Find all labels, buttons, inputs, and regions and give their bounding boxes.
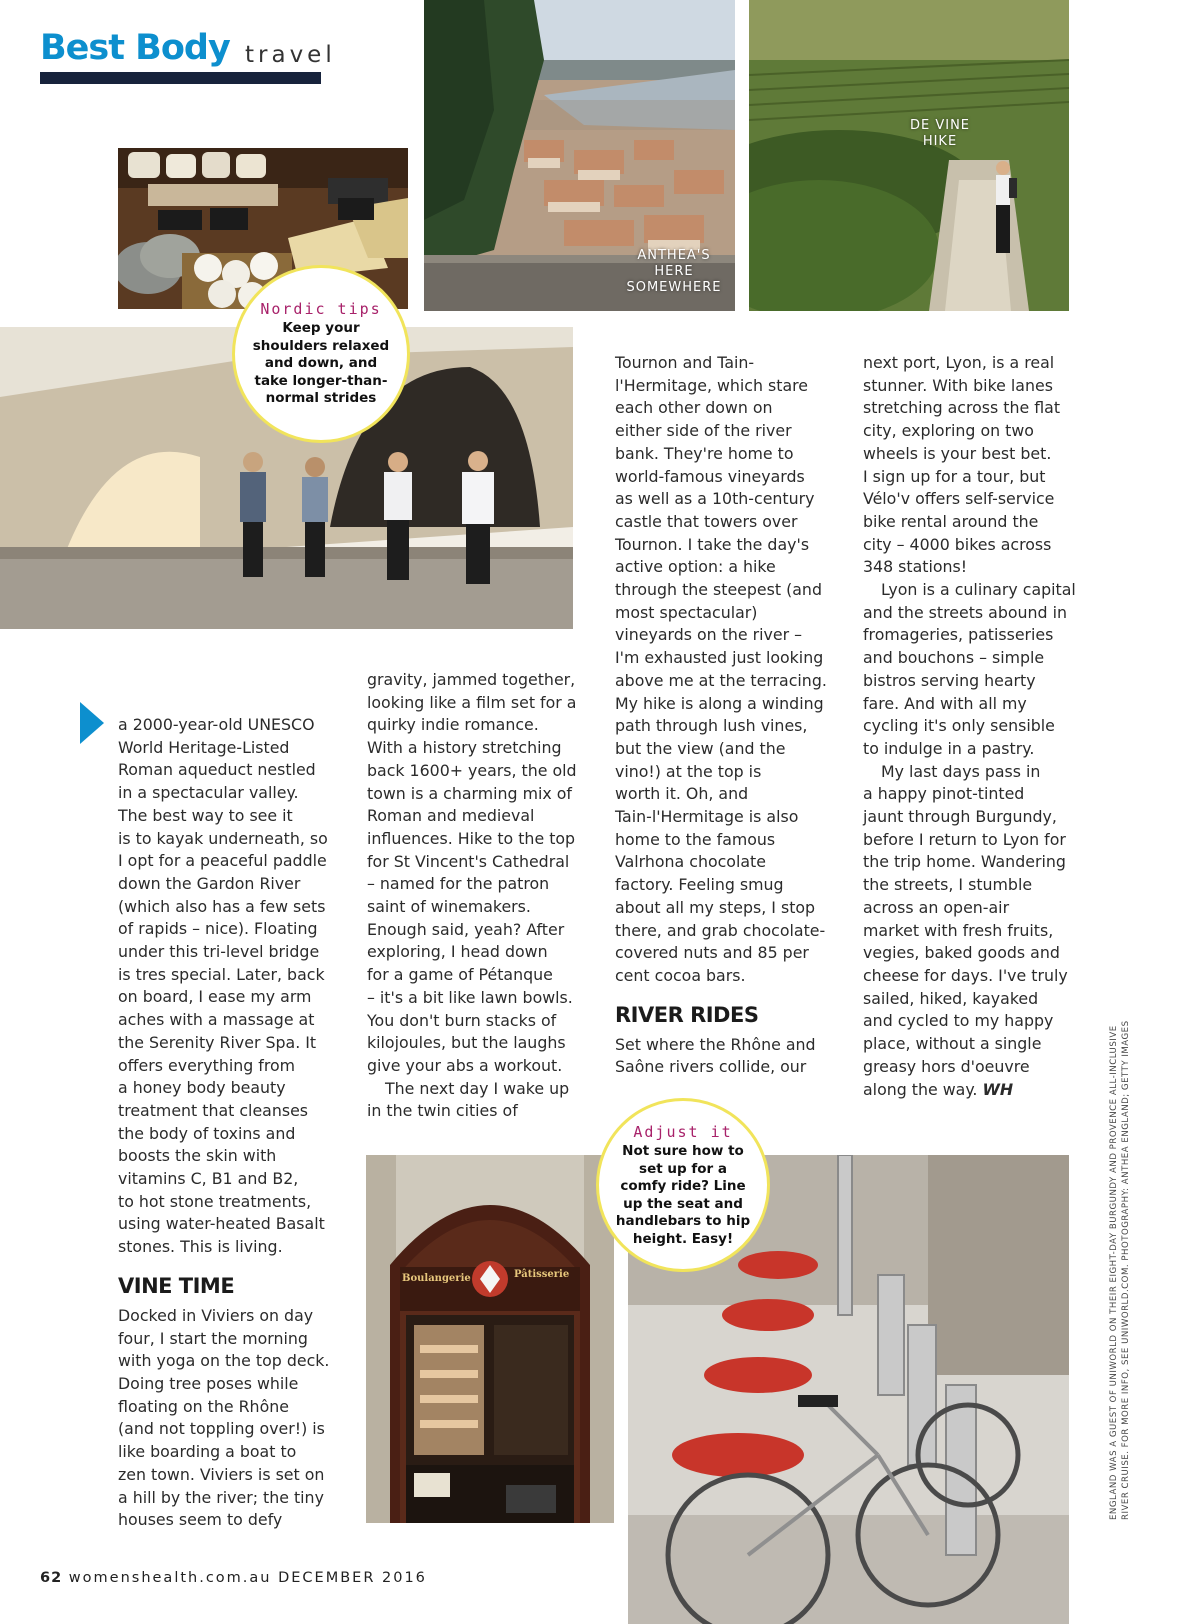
text-line: l'Hermitage, which stare [615, 375, 808, 395]
text-line: bank. They're home to [615, 443, 794, 463]
text-line: like boarding a boat to [118, 1442, 297, 1462]
adjust-it-line: Not sure how to [622, 1143, 744, 1159]
text-line: quirky indie romance. [367, 715, 539, 735]
text-line: bike rental around the [863, 511, 1039, 531]
nordic-tips-line: and down, and [264, 355, 378, 371]
adjust-it-line: comfy ride? Line [620, 1178, 746, 1194]
text-line: next port, Lyon, is a real [863, 353, 1055, 372]
text-line: but the view (and the [615, 738, 786, 758]
text-line: through the steepest (and [615, 580, 822, 600]
text-line: as well as a 10th-century [615, 489, 815, 509]
text-line: vino!) at the top is [615, 761, 762, 781]
text-line: influences. Hike to the top [367, 828, 576, 848]
text-line: exploring, I head down [367, 942, 548, 962]
footer-issue: DECEMBER 2016 [278, 1570, 427, 1586]
text-line: stunner. With bike lanes [863, 375, 1053, 395]
text-line: – named for the patron [367, 874, 550, 894]
text-line: for a game of Pétanque [367, 965, 553, 985]
text-line: covered nuts and 85 per [615, 943, 809, 963]
text-line: (and not toppling over!) is [118, 1419, 325, 1439]
text-line: greasy hors d'oeuvre [863, 1056, 1030, 1076]
text-line: cycling it's only sensible [863, 716, 1055, 736]
adjust-it-line: handlebars to hip [615, 1213, 751, 1229]
nordic-tips-body [235, 320, 407, 408]
text-line: cheese for days. I've truly [863, 965, 1068, 985]
town-caption-line-2: HERE [654, 264, 694, 279]
column-2-paragraph-2 [367, 1078, 599, 1123]
text-line: path through lush vines, [615, 716, 808, 736]
text-line: I opt for a peaceful paddle [118, 851, 327, 871]
text-line: with yoga on the top deck. [118, 1351, 330, 1371]
boulangerie-photo [366, 1155, 614, 1523]
text-line: in the twin cities of [367, 1101, 518, 1121]
text-line: looking like a film set for a [367, 692, 577, 712]
text-line: there, and grab chocolate- [615, 920, 826, 940]
text-line: along the way. [863, 1079, 978, 1099]
text-line: floating on the Rhône [118, 1396, 289, 1416]
text-line: and bouchons – simple [863, 648, 1045, 668]
text-line: My last days pass in [881, 761, 1041, 781]
text-line: above me at the terracing. [615, 670, 827, 690]
text-line: home to the famous [615, 829, 776, 849]
text-line: castle that towers over [615, 511, 798, 531]
article-column-1 [118, 714, 346, 1532]
text-line: – it's a bit like lawn bowls. [367, 987, 573, 1007]
patisserie-sign: Pâtisserie [514, 1269, 570, 1280]
text-line: on board, I ease my arm [118, 987, 312, 1007]
text-line: Valrhona chocolate [615, 852, 766, 872]
credit-line-2: RIVER CRUISE. FOR MORE INFO, SEE UNIWORLD.COM. PHOTOGRAPHY: ANTHEA ENGLAND; GETTY IMAGES [1121, 1020, 1131, 1520]
text-line: back 1600+ years, the old [367, 760, 577, 780]
text-line: worth it. Oh, and [615, 784, 749, 804]
town-caption-line-3: SOMEWHERE [626, 280, 722, 295]
text-line: fromageries, patisseries [863, 625, 1054, 645]
text-line: a 2000-year-old UNESCO [118, 715, 315, 734]
text-line: vineyards on the river – [615, 625, 803, 645]
column-3-paragraph-2 [615, 1034, 847, 1079]
text-line: bistros serving hearty [863, 670, 1036, 690]
signoff: WH [982, 1079, 1014, 1099]
text-line: active option: a hike [615, 557, 776, 577]
article-column-4 [863, 352, 1098, 1101]
text-line: Enough said, yeah? After [367, 919, 565, 939]
vineyard-hike-photo [749, 0, 1069, 311]
text-line: about all my steps, I stop [615, 897, 816, 917]
town-caption [612, 248, 736, 296]
text-line: Set where the Rhône and [615, 1034, 816, 1054]
nordic-tips-line: take longer-than- [254, 372, 388, 389]
text-line: boosts the skin with [118, 1146, 277, 1166]
text-line: kilojoules, but the laughs [367, 1033, 566, 1053]
adjust-it-line: height. Easy! [632, 1230, 734, 1247]
text-line: of rapids – nice). Floating [118, 919, 318, 939]
text-line: wheels is your best bet. [863, 443, 1052, 463]
adjust-it-line: set up for a [639, 1160, 727, 1177]
text-line: vegies, baked goods and [863, 943, 1060, 963]
text-line: sailed, hiked, kayaked [863, 988, 1039, 1008]
article-column-2 [367, 669, 599, 1123]
text-line: 348 stations! [863, 557, 968, 577]
text-line: jaunt through Burgundy, [863, 807, 1057, 827]
text-line: Docked in Viviers on day [118, 1305, 314, 1325]
page-footer [40, 1570, 427, 1586]
section-label: travel [245, 42, 336, 68]
vine-caption-line-1: DE VINE [909, 118, 971, 133]
text-line: offers everything from [118, 1055, 296, 1075]
text-line: the body of toxins and [118, 1123, 296, 1143]
text-line: Doing tree poses while [118, 1373, 299, 1393]
text-line: city, exploring on two [863, 421, 1034, 441]
text-line: (which also has a few sets [118, 896, 326, 916]
vine-time-heading: VINE TIME [118, 1273, 235, 1298]
text-line: is tres special. Later, back [118, 964, 325, 984]
text-line: four, I start the morning [118, 1328, 308, 1348]
nordic-tips-line: Keep your [282, 320, 360, 336]
town-caption-line-1: ANTHEA'S [637, 248, 711, 263]
text-line: The best way to see it [118, 805, 293, 825]
brand-title: Best Body [40, 28, 230, 68]
text-line: and cycled to my happy [863, 1011, 1054, 1031]
text-line: cent cocoa bars. [615, 965, 746, 985]
nordic-tips-title: Nordic tips [260, 300, 382, 318]
text-line: saint of winemakers. [367, 897, 531, 917]
photo-credit [1108, 980, 1132, 1520]
page-number: 62 [40, 1570, 63, 1586]
text-line: Roman aqueduct nestled [118, 760, 316, 780]
footer-site: womenshealth.com.au [68, 1570, 272, 1586]
text-line: in a spectacular valley. [118, 783, 299, 803]
text-line: zen town. Viviers is set on [118, 1464, 325, 1484]
text-line: a happy pinot-tinted [863, 784, 1025, 804]
column-4-paragraph-1 [863, 352, 1098, 579]
text-line: Tournon. I take the day's [615, 534, 810, 554]
adjust-it-callout [596, 1098, 770, 1272]
adjust-it-body [599, 1143, 767, 1248]
text-line: world-famous vineyards [615, 466, 805, 486]
text-line: town is a charming mix of [367, 783, 572, 803]
text-line: a honey body beauty [118, 1078, 286, 1098]
text-line: market with fresh fruits, [863, 920, 1054, 940]
text-line: to hot stone treatments, [118, 1191, 312, 1211]
text-line: most spectacular) [615, 602, 758, 622]
text-line: Tournon and Tain- [615, 353, 755, 372]
text-line: I sign up for a tour, but [863, 466, 1046, 486]
text-line: Roman and medieval [367, 806, 535, 826]
column-1-paragraph-2 [118, 1305, 346, 1532]
text-line: for St Vincent's Cathedral [367, 851, 570, 871]
text-line: Lyon is a culinary capital [881, 580, 1076, 600]
credit-line-1: ENGLAND WAS A GUEST OF UNIWORLD ON THEIR EIGHT-DAY BURGUNDY AND PROVENCE ALL-INCLUSIVE [1109, 1025, 1119, 1520]
text-line: Tain-l'Hermitage is also [615, 807, 799, 827]
text-line: city – 4000 bikes across [863, 534, 1052, 554]
column-2-paragraph-1 [367, 669, 599, 1078]
text-line: fare. And with all my [863, 693, 1027, 713]
article-column-3 [615, 352, 847, 1079]
boulangerie-sign: Boulangerie [402, 1273, 471, 1284]
column-3-paragraph-1 [615, 352, 847, 988]
text-line: stretching across the flat [863, 398, 1061, 418]
text-line: the streets, I stumble [863, 875, 1033, 895]
text-line: place, without a single [863, 1034, 1042, 1054]
text-line: aches with a massage at [118, 1010, 315, 1030]
text-line: and the streets abound in [863, 602, 1067, 622]
adjust-it-line: up the seat and [623, 1195, 743, 1212]
text-line: to indulge in a pastry. [863, 738, 1035, 758]
text-line: gravity, jammed together, [367, 670, 576, 689]
vine-caption [900, 118, 980, 150]
vine-caption-line-2: HIKE [922, 134, 958, 149]
header-rule [40, 72, 321, 84]
text-line: With a history stretching [367, 738, 562, 758]
text-line: down the Gardon River [118, 873, 301, 893]
text-line: vitamins C, B1 and B2, [118, 1169, 299, 1189]
text-line: treatment that cleanses [118, 1100, 309, 1120]
text-line: each other down on [615, 398, 773, 418]
adjust-it-title: Adjust it [633, 1123, 733, 1141]
text-line: You don't burn stacks of [367, 1010, 557, 1030]
text-line: across an open-air [863, 897, 1010, 917]
text-line: I'm exhausted just looking [615, 648, 824, 668]
column-1-paragraph-1 [118, 714, 346, 1259]
nordic-tips-line: shoulders relaxed [252, 337, 390, 354]
nordic-tips-callout [232, 265, 410, 443]
text-line: either side of the river [615, 421, 792, 441]
text-line: the Serenity River Spa. It [118, 1032, 317, 1052]
text-line: using water-heated Basalt [118, 1214, 325, 1234]
text-line: factory. Feeling smug [615, 875, 784, 895]
text-line: is to kayak underneath, so [118, 828, 328, 848]
text-line: under this tri-level bridge [118, 942, 320, 962]
text-line: before I return to Lyon for [863, 829, 1066, 849]
text-line: stones. This is living. [118, 1237, 283, 1257]
nordic-tips-line: normal strides [265, 390, 377, 406]
text-line: a hill by the river; the tiny [118, 1487, 324, 1507]
text-line: The next day I wake up [385, 1078, 570, 1098]
text-line: the trip home. Wandering [863, 852, 1066, 872]
article-start-arrow-icon [80, 702, 104, 744]
text-line: houses seem to defy [118, 1510, 283, 1530]
river-rides-heading: RIVER RIDES [615, 1002, 759, 1027]
text-line: My hike is along a winding [615, 693, 824, 713]
text-line: World Heritage-Listed [118, 737, 290, 757]
text-line: give your abs a workout. [367, 1055, 563, 1075]
column-4-paragraph-3 [863, 761, 1098, 1102]
text-line: Saône rivers collide, our [615, 1057, 807, 1077]
text-line: Vélo'v offers self-service [863, 489, 1055, 509]
column-4-paragraph-2 [863, 579, 1098, 761]
